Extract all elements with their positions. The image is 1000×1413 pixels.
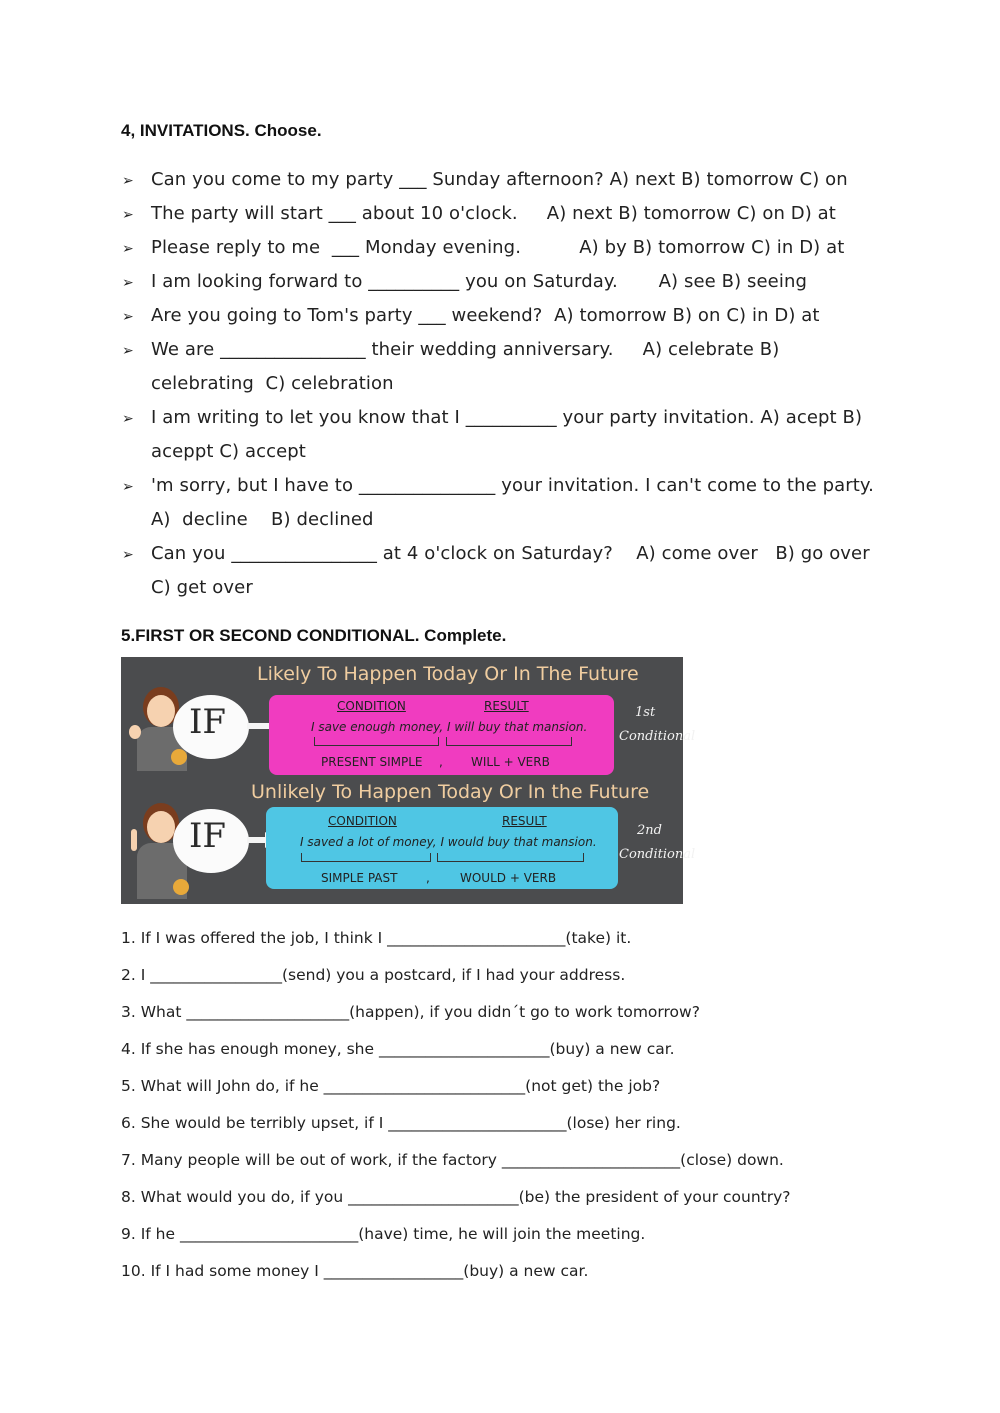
question-line-continued: celebrating C) celebration	[151, 373, 394, 394]
if-label: IF	[189, 702, 227, 742]
bullet-arrow-icon: ➢	[122, 173, 134, 189]
first-label-number: 1st	[635, 705, 656, 720]
exercise-item: 2. I _________________(send) you a postcard, if I had your address.	[121, 966, 626, 984]
tense-condition: PRESENT SIMPLE	[321, 755, 423, 769]
comma: ,	[439, 755, 443, 769]
bullet-arrow-icon: ➢	[122, 275, 134, 291]
second-label-text: Conditional	[619, 847, 696, 862]
bullet-arrow-icon: ➢	[122, 309, 134, 325]
exercise-item: 5. What will John do, if he __________________________(not get) the job?	[121, 1077, 661, 1095]
question-line: Are you going to Tom's party ___ weekend? A) tomorrow B) on C) in D) at	[151, 305, 820, 326]
conditionals-infographic	[121, 657, 696, 904]
bullet-arrow-icon: ➢	[122, 547, 134, 563]
section-4-heading: 4, INVITATIONS. Choose.	[121, 121, 322, 140]
bullet-arrow-icon: ➢	[122, 241, 134, 257]
bracket-left	[301, 853, 431, 862]
bracket-right	[437, 853, 584, 862]
question-line: I am looking forward to __________ you on Saturday. A) see B) seeing	[151, 271, 807, 292]
tense-condition: SIMPLE PAST	[321, 871, 398, 885]
second-label-number: 2nd	[637, 823, 662, 838]
question-line: We are ________________ their wedding anniversary. A) celebrate B)	[151, 339, 780, 360]
arrow-right-icon	[247, 723, 271, 729]
unlikely-title: Unlikely To Happen Today Or In the Future	[251, 781, 650, 803]
question-line-continued: aceppt C) accept	[151, 441, 306, 462]
tense-result: WILL + VERB	[471, 755, 550, 769]
exercise-item: 4. If she has enough money, she ______________________(buy) a new car.	[121, 1040, 675, 1058]
exercise-item: 6. She would be terribly upset, if I _______________________(lose) her ring.	[121, 1114, 681, 1132]
likely-title: Likely To Happen Today Or In The Future	[257, 663, 639, 685]
exercise-item: 1. If I was offered the job, I think I _______________________(take) it.	[121, 929, 632, 947]
exercise-item: 3. What _____________________(happen), if you didn´t go to work tomorrow?	[121, 1003, 700, 1021]
result-label: RESULT	[502, 814, 547, 828]
question-line: The party will start ___ about 10 o'clock. A) next B) tomorrow C) on D) at	[151, 203, 836, 224]
exercise-item: 9. If he _______________________(have) time, he will join the meeting.	[121, 1225, 646, 1243]
question-line: Can you come to my party ___ Sunday afternoon? A) next B) tomorrow C) on	[151, 169, 848, 190]
tense-result: WOULD + VERB	[460, 871, 557, 885]
exercise-item: 7. Many people will be out of work, if the factory _______________________(close) down.	[121, 1151, 784, 1169]
bracket-left	[314, 737, 439, 746]
bullet-arrow-icon: ➢	[122, 411, 134, 427]
condition-label: CONDITION	[328, 814, 397, 828]
question-line: 'm sorry, but I have to _______________ your invitation. I can't come to the party.	[151, 475, 874, 496]
bullet-arrow-icon: ➢	[122, 207, 134, 223]
comma: ,	[426, 871, 430, 885]
question-line: I am writing to let you know that I __________ your party invitation. A) acept B)	[151, 407, 863, 428]
bullet-arrow-icon: ➢	[122, 343, 134, 359]
question-line-continued: C) get over	[151, 577, 253, 598]
result-label: RESULT	[484, 699, 529, 713]
first-label-text: Conditional	[619, 729, 696, 744]
question-line-continued: A) decline B) declined	[151, 509, 374, 530]
exercise-item: 10. If I had some money I __________________(buy) a new car.	[121, 1262, 589, 1280]
second-conditional-example: I saved a lot of money, I would buy that mansion.	[300, 835, 597, 849]
first-conditional-example: I save enough money, I will buy that mansion.	[311, 720, 588, 734]
question-line: Can you ________________ at 4 o'clock on Saturday? A) come over B) go over	[151, 543, 870, 564]
question-line: Please reply to me ___ Monday evening. A) by B) tomorrow C) in D) at	[151, 237, 845, 258]
bracket-right	[446, 737, 572, 746]
section-5-heading: 5.FIRST OR SECOND CONDITIONAL. Complete.	[121, 626, 507, 645]
exercise-item: 8. What would you do, if you ______________________(be) the president of your country?	[121, 1188, 791, 1206]
if-label: IF	[189, 816, 227, 856]
condition-label: CONDITION	[337, 699, 406, 713]
bullet-arrow-icon: ➢	[122, 479, 134, 495]
